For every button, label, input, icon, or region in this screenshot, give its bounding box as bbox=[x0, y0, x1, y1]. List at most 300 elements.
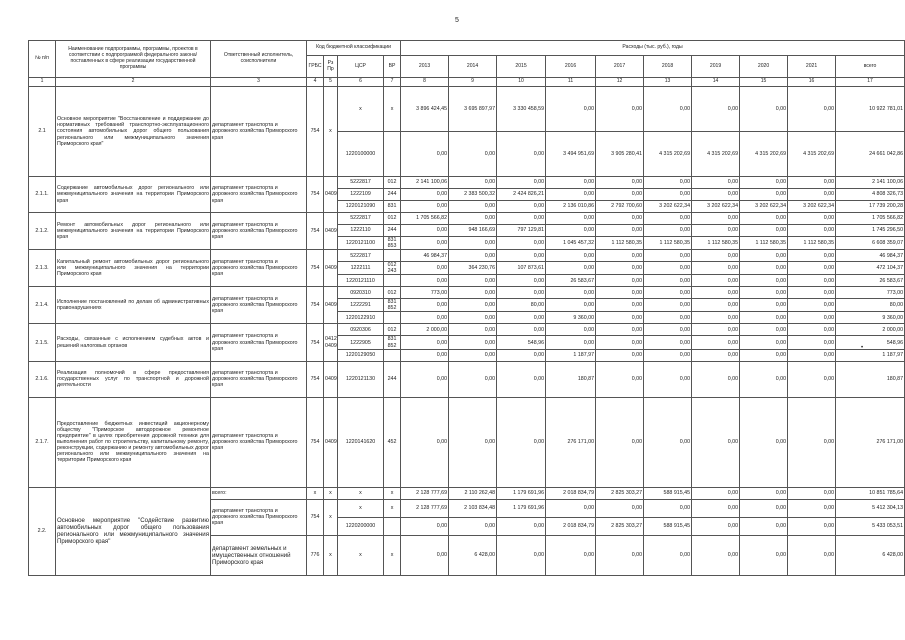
vr-cell: 012 243 bbox=[384, 262, 401, 275]
value-cell: 4 315 202,69 bbox=[788, 132, 836, 177]
column-number: 15 bbox=[740, 78, 788, 87]
vr-cell: 831 853 bbox=[384, 237, 401, 250]
vr-cell: 012 bbox=[384, 324, 401, 336]
value-cell: 0,00 bbox=[644, 299, 692, 312]
column-number: 17 bbox=[836, 78, 905, 87]
value-cell: 0,00 bbox=[788, 349, 836, 361]
value-cell: 80,00 bbox=[497, 299, 546, 312]
executor-name: департамент транспорта и дорожного хозяйства Приморского края bbox=[211, 397, 307, 487]
value-cell: 4 315 202,69 bbox=[740, 132, 788, 177]
value-cell: 0,00 bbox=[596, 213, 644, 225]
row-number: 2.1.6. bbox=[29, 361, 56, 397]
value-cell: 0,00 bbox=[740, 262, 788, 275]
page-number: 5 bbox=[455, 17, 459, 24]
header-year: всего bbox=[836, 56, 905, 78]
header-vr: ВР bbox=[384, 56, 401, 78]
executor-name: департамент транспорта и дорожного хозяйства Приморского края bbox=[211, 87, 307, 177]
value-cell: 0,00 bbox=[692, 213, 740, 225]
rzpr-cell: x bbox=[324, 87, 338, 177]
value-cell: 472 104,37 bbox=[836, 262, 905, 275]
rzpr-cell: 0409 bbox=[324, 361, 338, 397]
csr-cell: 5222817 bbox=[338, 250, 384, 262]
value-cell: 0,00 bbox=[449, 237, 497, 250]
value-cell: 0,00 bbox=[449, 250, 497, 262]
executor-name: департамент транспорта и дорожного хозяйства Приморского края bbox=[211, 287, 307, 324]
stray-mark: • bbox=[861, 345, 864, 351]
grbs-cell: 754 bbox=[307, 324, 324, 361]
value-cell: 2 792 700,60 bbox=[596, 201, 644, 213]
rzpr-cell: x bbox=[324, 499, 338, 535]
csr-cell: 1222905 bbox=[338, 336, 384, 349]
value-cell: 17 739 200,28 bbox=[836, 201, 905, 213]
value-cell: 0,00 bbox=[449, 349, 497, 361]
value-cell: 0,00 bbox=[546, 189, 596, 201]
grbs-cell: 754 bbox=[307, 177, 324, 213]
header-year: 2013 bbox=[401, 56, 449, 78]
header-year: 2020 bbox=[740, 56, 788, 78]
value-cell: 0,00 bbox=[644, 397, 692, 487]
executor-name: департамент транспорта и дорожного хозяйства Приморского края bbox=[211, 250, 307, 287]
value-cell: 0,00 bbox=[596, 397, 644, 487]
header-year: 2021 bbox=[788, 56, 836, 78]
value-cell: 0,00 bbox=[644, 535, 692, 575]
value-cell: 26 583,67 bbox=[836, 275, 905, 287]
vr-cell bbox=[384, 132, 401, 177]
vr-cell: 012 bbox=[384, 213, 401, 225]
value-cell: 0,00 bbox=[596, 535, 644, 575]
value-cell: 0,00 bbox=[449, 517, 497, 535]
value-cell: 0,00 bbox=[740, 336, 788, 349]
value-cell: 0,00 bbox=[644, 177, 692, 189]
header-kbk: Код бюджетной классификации bbox=[307, 41, 401, 56]
table-body bbox=[29, 87, 905, 576]
value-cell: 0,00 bbox=[692, 275, 740, 287]
value-cell: 0,00 bbox=[596, 499, 644, 517]
value-cell: 0,00 bbox=[596, 275, 644, 287]
value-cell: 0,00 bbox=[546, 535, 596, 575]
value-cell: 0,00 bbox=[546, 299, 596, 312]
vr-cell: 012 bbox=[384, 177, 401, 189]
value-cell: 0,00 bbox=[449, 177, 497, 189]
value-cell: 0,00 bbox=[788, 487, 836, 499]
value-cell: 0,00 bbox=[740, 87, 788, 132]
expense-table bbox=[28, 40, 905, 576]
value-cell: 2 128 777,69 bbox=[401, 499, 449, 517]
value-cell: 3 896 424,45 bbox=[401, 87, 449, 132]
vr-cell: 452 bbox=[384, 397, 401, 487]
value-cell: 4 315 202,69 bbox=[644, 132, 692, 177]
csr-cell: 1220121130 bbox=[338, 361, 384, 397]
value-cell: 10 851 785,64 bbox=[836, 487, 905, 499]
csr-cell: 1222109 bbox=[338, 189, 384, 201]
value-cell: 0,00 bbox=[596, 250, 644, 262]
value-cell: 0,00 bbox=[740, 299, 788, 312]
grbs-cell: 754 bbox=[307, 287, 324, 324]
value-cell: 3 202 622,34 bbox=[788, 201, 836, 213]
value-cell: 0,00 bbox=[692, 397, 740, 487]
value-cell: 3 330 458,59 bbox=[497, 87, 546, 132]
value-cell: 5 433 053,51 bbox=[836, 517, 905, 535]
value-cell: 0,00 bbox=[596, 336, 644, 349]
value-cell: 2 825 303,27 bbox=[596, 517, 644, 535]
activity-name: Основное мероприятие "Содействие развитию автомобильных дорог общего пользования регионального или межмуниципального значения Приморского края" bbox=[56, 487, 211, 575]
column-number: 3 bbox=[211, 78, 307, 87]
rzpr-cell: 0409 bbox=[324, 250, 338, 287]
value-cell: 0,00 bbox=[546, 213, 596, 225]
value-cell: 0,00 bbox=[740, 535, 788, 575]
value-cell: 9 360,00 bbox=[546, 312, 596, 324]
vr-cell: 244 bbox=[384, 189, 401, 201]
table-header bbox=[29, 41, 905, 87]
value-cell: 0,00 bbox=[692, 349, 740, 361]
value-cell: 0,00 bbox=[596, 225, 644, 237]
value-cell: 0,00 bbox=[449, 312, 497, 324]
value-cell: 0,00 bbox=[644, 312, 692, 324]
value-cell: 773,00 bbox=[401, 287, 449, 299]
header-year: 2019 bbox=[692, 56, 740, 78]
vr-cell bbox=[384, 250, 401, 262]
csr-cell: 1222110 bbox=[338, 225, 384, 237]
grbs-cell: 754 bbox=[307, 250, 324, 287]
header-grbs: ГРБС bbox=[307, 56, 324, 78]
value-cell: 5 412 304,13 bbox=[836, 499, 905, 517]
value-cell: 0,00 bbox=[740, 213, 788, 225]
value-cell: 0,00 bbox=[401, 237, 449, 250]
value-cell: 0,00 bbox=[788, 397, 836, 487]
value-cell: 0,00 bbox=[788, 87, 836, 132]
value-cell: 0,00 bbox=[401, 299, 449, 312]
value-cell: 3 202 622,34 bbox=[644, 201, 692, 213]
total-label: всего: bbox=[211, 487, 307, 499]
value-cell: 2 141 100,06 bbox=[836, 177, 905, 189]
value-cell: 0,00 bbox=[596, 177, 644, 189]
value-cell: 0,00 bbox=[596, 262, 644, 275]
vr-cell: 012 bbox=[384, 287, 401, 299]
value-cell: 0,00 bbox=[788, 324, 836, 336]
value-cell: 0,00 bbox=[449, 361, 497, 397]
value-cell: 24 661 042,86 bbox=[836, 132, 905, 177]
column-numbers-row bbox=[29, 78, 905, 87]
csr-cell: 5222817 bbox=[338, 213, 384, 225]
value-cell: 0,00 bbox=[788, 287, 836, 299]
value-cell: 548,96 bbox=[497, 336, 546, 349]
value-cell: 0,00 bbox=[401, 361, 449, 397]
rzpr-cell: 0412 0409 bbox=[324, 324, 338, 361]
value-cell: 2 018 834,79 bbox=[546, 487, 596, 499]
value-cell: 0,00 bbox=[740, 517, 788, 535]
value-cell: 0,00 bbox=[740, 312, 788, 324]
vr-cell bbox=[384, 349, 401, 361]
value-cell: 0,00 bbox=[497, 177, 546, 189]
value-cell: 2 424 826,21 bbox=[497, 189, 546, 201]
column-number: 6 bbox=[338, 78, 384, 87]
value-cell: 0,00 bbox=[596, 287, 644, 299]
value-cell: 0,00 bbox=[740, 225, 788, 237]
value-cell: 0,00 bbox=[740, 189, 788, 201]
vr-cell: x bbox=[384, 535, 401, 575]
value-cell: 0,00 bbox=[596, 299, 644, 312]
value-cell: 0,00 bbox=[692, 324, 740, 336]
value-cell: 0,00 bbox=[449, 299, 497, 312]
value-cell: 0,00 bbox=[401, 535, 449, 575]
value-cell: 0,00 bbox=[401, 275, 449, 287]
header-num: № п/п bbox=[29, 41, 56, 78]
activity-name: Реализация полномочий в сфере предоставления государственных услуг по транспортной и дорожной деятельности bbox=[56, 361, 211, 397]
value-cell: 0,00 bbox=[401, 349, 449, 361]
header-year: 2014 bbox=[449, 56, 497, 78]
value-cell: 0,00 bbox=[401, 397, 449, 487]
value-cell: 0,00 bbox=[644, 225, 692, 237]
header-year: 2017 bbox=[596, 56, 644, 78]
header-name: Наименование подпрограммы, программы, проектов в соответствии с подпрограммой федерального закона/поставленных в сфере реализации государственной программы bbox=[56, 41, 211, 78]
value-cell: 26 583,67 bbox=[546, 275, 596, 287]
header-year: 2018 bbox=[644, 56, 692, 78]
value-cell: 0,00 bbox=[644, 287, 692, 299]
value-cell: 0,00 bbox=[788, 213, 836, 225]
table-row bbox=[29, 397, 905, 487]
column-number: 7 bbox=[384, 78, 401, 87]
csr-cell: 1220200000 bbox=[338, 517, 384, 535]
value-cell: 0,00 bbox=[692, 535, 740, 575]
value-cell: 2 103 834,48 bbox=[449, 499, 497, 517]
value-cell: 0,00 bbox=[497, 275, 546, 287]
value-cell: 1 045 457,32 bbox=[546, 237, 596, 250]
activity-name: Ремонт автомобильных дорог регионального или межмуниципального значения на территории Приморского края bbox=[56, 213, 211, 250]
activity-name: Капитальный ремонт автомобильных дорог регионального или межмуниципального значения на территории Приморского края bbox=[56, 250, 211, 287]
csr-cell: 1222111 bbox=[338, 262, 384, 275]
csr-cell: 0920306 bbox=[338, 324, 384, 336]
value-cell: 0,00 bbox=[740, 361, 788, 397]
value-cell: 548,96 bbox=[836, 336, 905, 349]
value-cell: 0,00 bbox=[401, 189, 449, 201]
value-cell: 0,00 bbox=[546, 324, 596, 336]
value-cell: 0,00 bbox=[546, 499, 596, 517]
value-cell: 3 202 622,34 bbox=[740, 201, 788, 213]
row-number: 2.1.7. bbox=[29, 397, 56, 487]
value-cell: 2 825 303,27 bbox=[596, 487, 644, 499]
value-cell: 0,00 bbox=[692, 517, 740, 535]
csr-cell: 1220121110 bbox=[338, 275, 384, 287]
value-cell: 1 745 296,50 bbox=[836, 225, 905, 237]
value-cell: 0,00 bbox=[401, 336, 449, 349]
table-row bbox=[29, 213, 905, 225]
row-number: 2.1.3. bbox=[29, 250, 56, 287]
value-cell: 0,00 bbox=[497, 312, 546, 324]
value-cell: 0,00 bbox=[692, 262, 740, 275]
csr-cell: 1220121100 bbox=[338, 237, 384, 250]
value-cell: 3 695 897,97 bbox=[449, 87, 497, 132]
header-expenses: Расходы (тыс. руб.), годы bbox=[401, 41, 905, 56]
value-cell: 0,00 bbox=[692, 361, 740, 397]
value-cell: 0,00 bbox=[596, 189, 644, 201]
column-number: 5 bbox=[324, 78, 338, 87]
csr-cell: x bbox=[338, 87, 384, 132]
value-cell: 0,00 bbox=[788, 275, 836, 287]
value-cell: 0,00 bbox=[644, 361, 692, 397]
csr-cell: 1220141620 bbox=[338, 397, 384, 487]
row-number: 2.1 bbox=[29, 87, 56, 177]
grbs-cell: 754 bbox=[307, 397, 324, 487]
vr-cell: x bbox=[384, 499, 401, 517]
value-cell: 0,00 bbox=[497, 324, 546, 336]
value-cell: 0,00 bbox=[692, 487, 740, 499]
column-number: 2 bbox=[56, 78, 211, 87]
vr-cell: 244 bbox=[384, 225, 401, 237]
value-cell: 0,00 bbox=[740, 349, 788, 361]
value-cell: 4 315 202,69 bbox=[692, 132, 740, 177]
value-cell: 2 383 500,32 bbox=[449, 189, 497, 201]
value-cell: 0,00 bbox=[596, 361, 644, 397]
value-cell: 0,00 bbox=[401, 262, 449, 275]
activity-name: Предоставление бюджетных инвестиций акционерному обществу "Приморское автодорожное ремонтное предприятие" в целях приобретения дорожной техники для выполнения работ по строительству, капитальному ремонту, реконструкции, содержанию и ремонту автомобильных дорог регионального или межмуниципального значения на территории Приморского края bbox=[56, 397, 211, 487]
value-cell: 6 428,00 bbox=[836, 535, 905, 575]
value-cell: 0,00 bbox=[788, 177, 836, 189]
value-cell: 0,00 bbox=[740, 499, 788, 517]
vr-cell bbox=[384, 312, 401, 324]
value-cell: 0,00 bbox=[740, 324, 788, 336]
value-cell: 6 428,00 bbox=[449, 535, 497, 575]
value-cell: 0,00 bbox=[449, 324, 497, 336]
value-cell: 0,00 bbox=[644, 336, 692, 349]
csr-cell: 1220121090 bbox=[338, 201, 384, 213]
value-cell: 0,00 bbox=[740, 287, 788, 299]
column-number: 9 bbox=[449, 78, 497, 87]
value-cell: 0,00 bbox=[644, 349, 692, 361]
value-cell: 2 136 010,86 bbox=[546, 201, 596, 213]
value-cell: 1 705 566,82 bbox=[836, 213, 905, 225]
value-cell: 46 984,37 bbox=[401, 250, 449, 262]
row-number: 2.1.4. bbox=[29, 287, 56, 324]
csr-cell: 1220122910 bbox=[338, 312, 384, 324]
value-cell: 0,00 bbox=[644, 87, 692, 132]
csr-cell: 1222291 bbox=[338, 299, 384, 312]
grbs-cell: 776 bbox=[307, 535, 324, 575]
value-cell: 2 141 100,06 bbox=[401, 177, 449, 189]
rzpr-cell: 0409 bbox=[324, 213, 338, 250]
value-cell: 0,00 bbox=[449, 336, 497, 349]
value-cell: 0,00 bbox=[449, 397, 497, 487]
value-cell: 1 187,97 bbox=[546, 349, 596, 361]
value-cell: 1 179 691,96 bbox=[497, 487, 546, 499]
value-cell: 0,00 bbox=[788, 361, 836, 397]
value-cell: 773,00 bbox=[836, 287, 905, 299]
value-cell: 0,00 bbox=[401, 201, 449, 213]
value-cell: 0,00 bbox=[449, 132, 497, 177]
value-cell: 4 808 326,73 bbox=[836, 189, 905, 201]
value-cell: 0,00 bbox=[497, 397, 546, 487]
value-cell: 588 915,45 bbox=[644, 487, 692, 499]
value-cell: 0,00 bbox=[644, 262, 692, 275]
vr-cell: x bbox=[384, 87, 401, 132]
value-cell: 2 018 834,79 bbox=[546, 517, 596, 535]
value-cell: 0,00 bbox=[546, 336, 596, 349]
value-cell: 0,00 bbox=[788, 225, 836, 237]
value-cell: 180,87 bbox=[546, 361, 596, 397]
rzpr-cell: x bbox=[324, 535, 338, 575]
value-cell: 0,00 bbox=[740, 275, 788, 287]
csr-cell: 5222817 bbox=[338, 177, 384, 189]
value-cell: 0,00 bbox=[449, 213, 497, 225]
row-number: 2.1.1. bbox=[29, 177, 56, 213]
table-row bbox=[29, 87, 905, 132]
value-cell: 0,00 bbox=[596, 324, 644, 336]
value-cell: 0,00 bbox=[788, 250, 836, 262]
value-cell: 0,00 bbox=[692, 287, 740, 299]
value-cell: 0,00 bbox=[788, 299, 836, 312]
value-cell: 0,00 bbox=[788, 312, 836, 324]
value-cell: 0,00 bbox=[401, 225, 449, 237]
value-cell: 0,00 bbox=[692, 312, 740, 324]
value-cell: 0,00 bbox=[497, 132, 546, 177]
value-cell: 1 187,97 bbox=[836, 349, 905, 361]
grbs-cell: 754 bbox=[307, 213, 324, 250]
executor-name: департамент транспорта и дорожного хозяйства Приморского края bbox=[211, 499, 307, 535]
value-cell: 2 128 777,69 bbox=[401, 487, 449, 499]
value-cell: 0,00 bbox=[644, 499, 692, 517]
value-cell: 588 915,45 bbox=[644, 517, 692, 535]
value-cell: 3 494 951,69 bbox=[546, 132, 596, 177]
csr-cell: 0920310 bbox=[338, 287, 384, 299]
value-cell: 1 112 580,35 bbox=[596, 237, 644, 250]
column-number: 14 bbox=[692, 78, 740, 87]
table-row bbox=[29, 324, 905, 336]
value-cell: 6 608 359,07 bbox=[836, 237, 905, 250]
header-year: 2016 bbox=[546, 56, 596, 78]
value-cell: 0,00 bbox=[596, 87, 644, 132]
value-cell: 0,00 bbox=[644, 250, 692, 262]
activity-name: Основное мероприятие "Восстановление и поддержание до нормативных требований транспортно-эксплуатационного состояния автомобильных дорог общего пользования регионального или межмуниципального значения Приморского края" bbox=[56, 87, 211, 177]
column-number: 1 bbox=[29, 78, 56, 87]
table-row bbox=[29, 250, 905, 262]
vr-cell: 244 bbox=[384, 361, 401, 397]
value-cell: 0,00 bbox=[692, 499, 740, 517]
value-cell: 80,00 bbox=[836, 299, 905, 312]
value-cell: 0,00 bbox=[692, 87, 740, 132]
column-number: 10 bbox=[497, 78, 546, 87]
rzpr-cell: x bbox=[324, 487, 338, 499]
value-cell: 0,00 bbox=[692, 225, 740, 237]
value-cell: 1 112 580,35 bbox=[740, 237, 788, 250]
value-cell: 0,00 bbox=[644, 213, 692, 225]
value-cell: 0,00 bbox=[788, 535, 836, 575]
value-cell: 0,00 bbox=[401, 312, 449, 324]
vr-cell bbox=[384, 517, 401, 535]
value-cell: 0,00 bbox=[497, 517, 546, 535]
value-cell: 0,00 bbox=[788, 262, 836, 275]
value-cell: 0,00 bbox=[788, 517, 836, 535]
value-cell: 0,00 bbox=[692, 177, 740, 189]
value-cell: 0,00 bbox=[497, 201, 546, 213]
value-cell: 0,00 bbox=[692, 250, 740, 262]
value-cell: 0,00 bbox=[449, 287, 497, 299]
value-cell: 9 360,00 bbox=[836, 312, 905, 324]
value-cell: 3 202 622,34 bbox=[692, 201, 740, 213]
csr-cell: x bbox=[338, 487, 384, 499]
value-cell: 0,00 bbox=[449, 201, 497, 213]
value-cell: 0,00 bbox=[497, 213, 546, 225]
value-cell: 0,00 bbox=[497, 287, 546, 299]
column-number: 12 bbox=[596, 78, 644, 87]
vr-cell bbox=[384, 275, 401, 287]
csr-cell: x bbox=[338, 535, 384, 575]
activity-name: Расходы, связанные с исполнением судебных актов и решений налоговых органов bbox=[56, 324, 211, 361]
value-cell: 0,00 bbox=[497, 250, 546, 262]
header-year: 2015 bbox=[497, 56, 546, 78]
value-cell: 0,00 bbox=[788, 336, 836, 349]
value-cell: 0,00 bbox=[546, 87, 596, 132]
csr-cell: 1220129050 bbox=[338, 349, 384, 361]
row-number: 2.2. bbox=[29, 487, 56, 575]
